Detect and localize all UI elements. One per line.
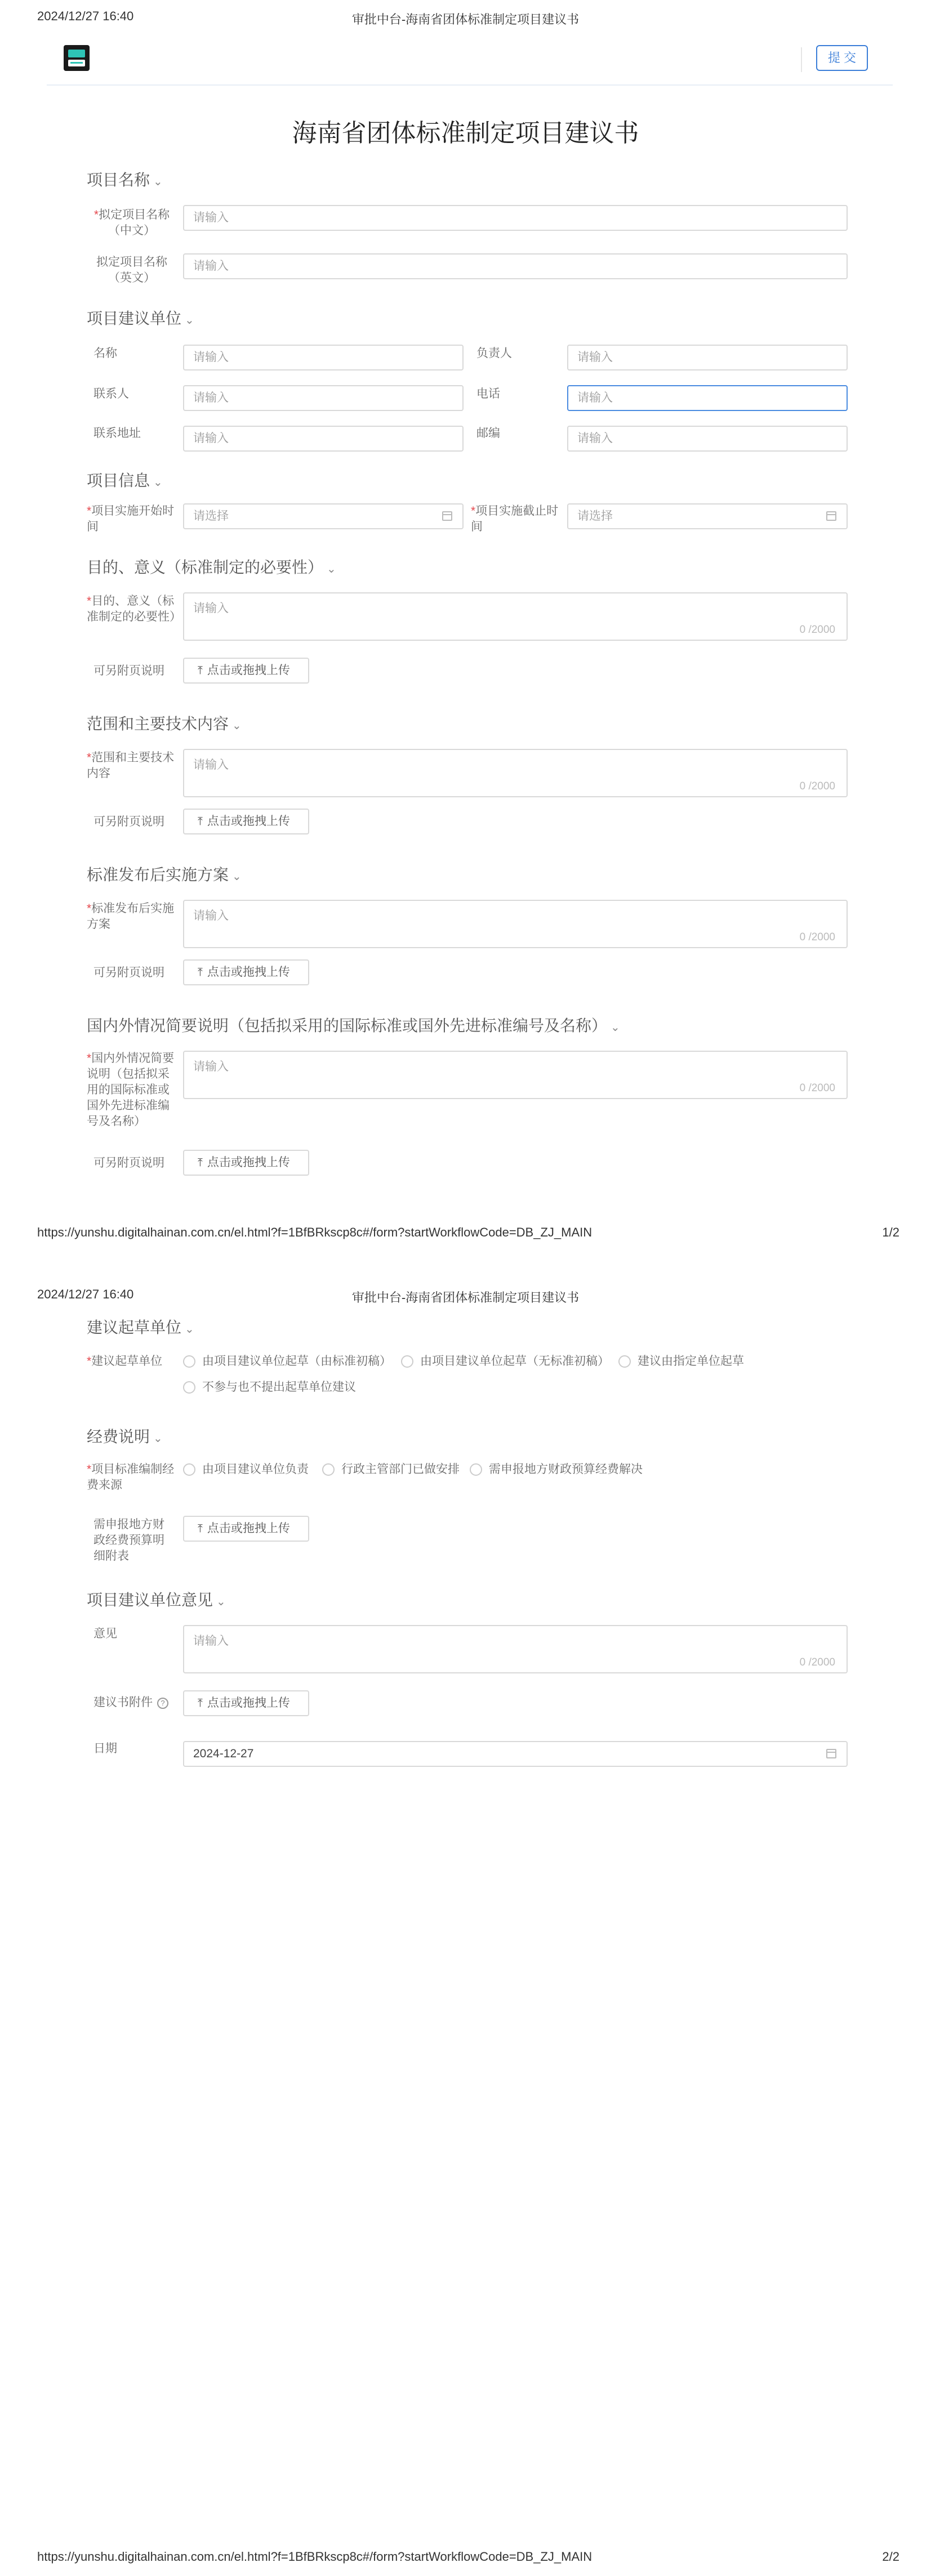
label-address: 联系地址	[93, 427, 141, 440]
chevron-down-icon: ⌄	[216, 1596, 226, 1608]
chevron-down-icon: ⌄	[153, 476, 163, 489]
char-counter: 0 /2000	[799, 1082, 835, 1094]
chevron-down-icon: ⌄	[185, 314, 194, 327]
radio-circle-icon	[183, 1463, 195, 1476]
section-drafting-unit[interactable]: 建议起草单位 ⌄	[87, 1319, 194, 1336]
leader-input[interactable]: 请输入	[567, 345, 848, 370]
scope-upload-button[interactable]: ⤒ 点击或拖拽上传	[183, 809, 309, 834]
label-name-en: 拟定项目名称（英文）	[96, 256, 167, 284]
contact-input[interactable]: 请输入	[183, 385, 464, 411]
print-title: 审批中台-海南省团体标准制定项目建议书	[351, 1291, 580, 1305]
section-funding[interactable]: 经费说明 ⌄	[87, 1428, 163, 1445]
label-attachment: 可另附页说明	[93, 664, 164, 677]
project-name-en-input[interactable]: 请输入	[183, 253, 848, 279]
opinion-textarea[interactable]: 请输入 0 /2000	[183, 1625, 848, 1673]
calendar-icon	[826, 511, 836, 521]
section-proposer-unit[interactable]: 项目建议单位 ⌄	[87, 310, 194, 327]
proposal-upload-button[interactable]: ⤒ 点击或拖拽上传	[183, 1690, 309, 1716]
print-header-page1	[0, 0, 931, 26]
purpose-textarea[interactable]: 请输入 0 /2000	[183, 592, 848, 641]
section-project-name[interactable]: 项目名称 ⌄	[87, 171, 163, 189]
drafting-option-4-radio[interactable]: 不参与也不提出起草单位建议	[183, 1379, 356, 1395]
header-divider	[801, 47, 802, 72]
label-purpose: *目的、意义（标准制定的必要性）	[87, 595, 181, 623]
radio-circle-icon	[401, 1355, 413, 1368]
scope-textarea[interactable]: 请输入 0 /2000	[183, 749, 848, 797]
domestic-foreign-upload-button[interactable]: ⤒ 点击或拖拽上传	[183, 1150, 309, 1176]
label-drafting-unit: *建议起草单位	[87, 1355, 163, 1368]
section-scope[interactable]: 范围和主要技术内容 ⌄	[87, 715, 242, 733]
chevron-down-icon: ⌄	[232, 720, 242, 732]
label-phone: 电话	[476, 387, 500, 400]
app-header	[47, 34, 893, 86]
unit-name-input[interactable]: 请输入	[183, 345, 464, 370]
address-input[interactable]: 请输入	[183, 426, 464, 452]
print-footer-page1	[0, 1225, 931, 1248]
label-domestic-foreign: *国内外情况简要说明（包括拟采用的国际标准或国外先进标准编号及名称）	[87, 1052, 175, 1128]
drafting-option-1-radio[interactable]: 由项目建议单位起草（由标准初稿）	[183, 1354, 391, 1369]
label-scope: *范围和主要技术内容	[87, 751, 175, 780]
chevron-down-icon: ⌄	[611, 1021, 620, 1034]
chevron-down-icon: ⌄	[232, 870, 242, 883]
char-counter: 0 /2000	[799, 1657, 835, 1668]
upload-icon: ⤒	[198, 664, 203, 677]
label-attachment: 可另附页说明	[93, 815, 164, 828]
section-purpose[interactable]: 目的、意义（标准制定的必要性） ⌄	[87, 559, 336, 576]
radio-circle-icon	[183, 1381, 195, 1394]
submit-button[interactable]: 提 交	[816, 45, 868, 71]
upload-icon: ⤒	[198, 966, 203, 979]
label-start-time: *项目实施开始时间	[87, 505, 175, 533]
project-name-cn-input[interactable]: 请输入	[183, 205, 848, 231]
print-header-page2	[0, 1278, 931, 1305]
postcode-input[interactable]: 请输入	[567, 426, 848, 452]
label-implementation: *标准发布后实施方案	[87, 902, 175, 931]
start-date-picker[interactable]: 请选择	[183, 503, 464, 529]
upload-icon: ⤒	[198, 1697, 203, 1709]
funding-option-2-radio[interactable]: 行政主管部门已做安排	[322, 1462, 460, 1477]
print-url: https://yunshu.digitalhainan.com.cn/el.html?f=1BfBRkscp8c#/form?startWorkflowCode=DB_ZJ_MAIN	[37, 1225, 593, 1239]
end-date-picker[interactable]: 请选择	[567, 503, 848, 529]
label-postcode: 邮编	[476, 427, 500, 440]
print-url: https://yunshu.digitalhainan.com.cn/el.html?f=1BfBRkscp8c#/form?startWorkflowCode=DB_ZJ_MAIN	[37, 2550, 593, 2564]
print-datetime: 2024/12/27 16:40	[37, 1287, 134, 1301]
section-implementation[interactable]: 标准发布后实施方案 ⌄	[87, 866, 242, 883]
print-footer-page2	[0, 2550, 931, 2572]
label-budget-table: 需申报地方财政经费预算明细附表	[93, 1518, 164, 1562]
label-end-time: *项目实施截止时间	[471, 505, 559, 533]
help-icon[interactable]: ?	[157, 1698, 168, 1709]
print-title: 审批中台-海南省团体标准制定项目建议书	[351, 12, 580, 26]
char-counter: 0 /2000	[799, 780, 835, 792]
app-logo-icon	[64, 45, 90, 71]
budget-upload-button[interactable]: ⤒ 点击或拖拽上传	[183, 1516, 309, 1542]
funding-option-1-radio[interactable]: 由项目建议单位负责	[183, 1462, 309, 1477]
phone-input[interactable]: 请输入	[567, 385, 848, 411]
implementation-upload-button[interactable]: ⤒ 点击或拖拽上传	[183, 959, 309, 985]
label-name-cn: *拟定项目名称（中文）	[93, 208, 170, 237]
calendar-icon	[826, 1749, 836, 1758]
label-date: 日期	[93, 1742, 117, 1755]
radio-circle-icon	[322, 1463, 335, 1476]
date-picker[interactable]: 2024-12-27	[183, 1741, 848, 1767]
drafting-option-2-radio[interactable]: 由项目建议单位起草（无标准初稿）	[401, 1354, 609, 1369]
label-proposal-attachment: 建议书附件 ?	[93, 1695, 168, 1711]
section-opinion[interactable]: 项目建议单位意见 ⌄	[87, 1591, 226, 1609]
upload-icon: ⤒	[198, 1157, 203, 1169]
radio-circle-icon	[618, 1355, 631, 1368]
page-number: 2/2	[882, 2550, 899, 2564]
print-datetime: 2024/12/27 16:40	[37, 9, 134, 23]
section-project-info[interactable]: 项目信息 ⌄	[87, 472, 163, 489]
chevron-down-icon: ⌄	[327, 563, 336, 575]
page-number: 1/2	[882, 1225, 899, 1239]
chevron-down-icon: ⌄	[153, 1432, 163, 1445]
label-funding-source: *项目标准编制经费来源	[87, 1463, 175, 1492]
section-domestic-foreign[interactable]: 国内外情况简要说明（包括拟采用的国际标准或国外先进标准编号及名称） ⌄	[87, 1017, 620, 1034]
char-counter: 0 /2000	[799, 624, 835, 636]
domestic-foreign-textarea[interactable]: 请输入 0 /2000	[183, 1051, 848, 1099]
radio-circle-icon	[183, 1355, 195, 1368]
calendar-icon	[442, 511, 452, 521]
label-leader: 负责人	[476, 347, 512, 360]
chevron-down-icon: ⌄	[153, 176, 163, 188]
label-contact: 联系人	[93, 387, 129, 400]
upload-icon: ⤒	[198, 815, 203, 828]
label-opinion: 意见	[93, 1627, 117, 1640]
radio-circle-icon	[470, 1463, 482, 1476]
implementation-textarea[interactable]: 请输入 0 /2000	[183, 900, 848, 948]
page-title: 海南省团体标准制定项目建议书	[292, 119, 639, 147]
funding-option-3-radio[interactable]: 需申报地方财政预算经费解决	[470, 1462, 643, 1477]
purpose-upload-button[interactable]: ⤒ 点击或拖拽上传	[183, 658, 309, 684]
label-unit-name: 名称	[93, 347, 117, 360]
drafting-option-3-radio[interactable]: 建议由指定单位起草	[618, 1354, 744, 1369]
chevron-down-icon: ⌄	[185, 1323, 194, 1336]
label-attachment: 可另附页说明	[93, 966, 164, 979]
upload-icon: ⤒	[198, 1523, 203, 1535]
char-counter: 0 /2000	[799, 931, 835, 943]
label-attachment: 可另附页说明	[93, 1157, 164, 1169]
